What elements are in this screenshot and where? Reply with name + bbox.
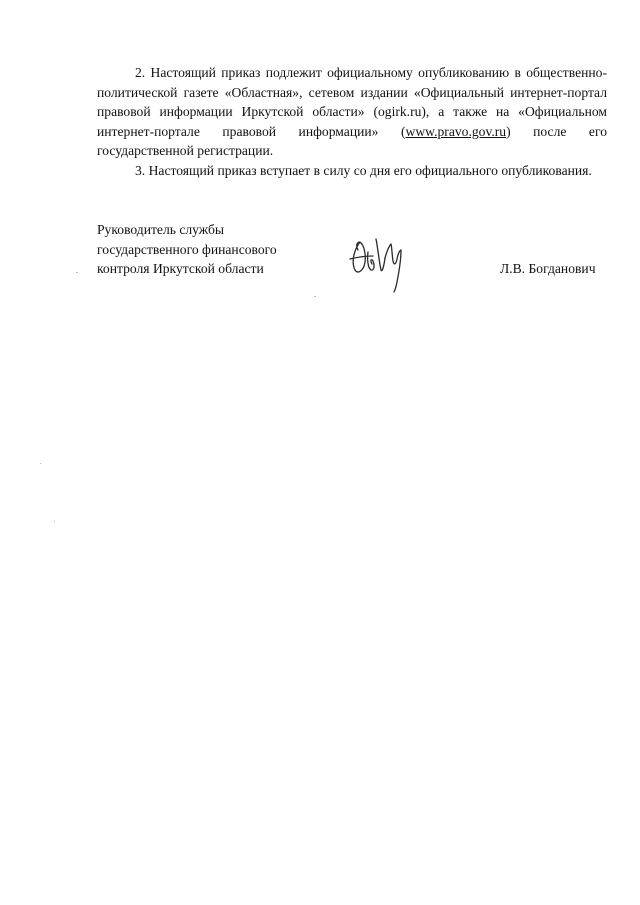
signer-position xyxy=(97,220,317,279)
pravo-gov-link[interactable]: www.pravo.gov.ru xyxy=(405,123,507,139)
signer-position-line-1: Руководитель службы xyxy=(97,222,225,237)
handwritten-signature xyxy=(346,228,408,294)
signer-position-line-3: контроля Иркутской области xyxy=(97,261,264,277)
paragraph-publication-text-2: ) после его государственной регистрации. xyxy=(97,123,607,159)
scan-speck xyxy=(54,521,55,522)
scan-speck xyxy=(40,463,41,464)
document-body xyxy=(97,63,607,181)
signer-position-line-2: государственного финансового xyxy=(97,241,277,257)
scan-speck xyxy=(76,272,78,273)
scan-speck xyxy=(314,296,316,297)
paragraph-publication-text-1: 2. Настоящий приказ подлежит официальному опубликованию в общественно-политической газете «Областная», сетевом издании «Официальный интернет-портал правовой информации Иркутской области» (ogirk.ru), а также на «Официальном интернет-портале правовой информации» ( xyxy=(97,65,607,139)
paragraph-publication xyxy=(97,63,607,161)
signer-name: Л.В. Богданович xyxy=(500,261,596,276)
paragraph-effective-date: 3. Настоящий приказ вступает в силу со дня его официального опубликования. xyxy=(135,162,592,178)
